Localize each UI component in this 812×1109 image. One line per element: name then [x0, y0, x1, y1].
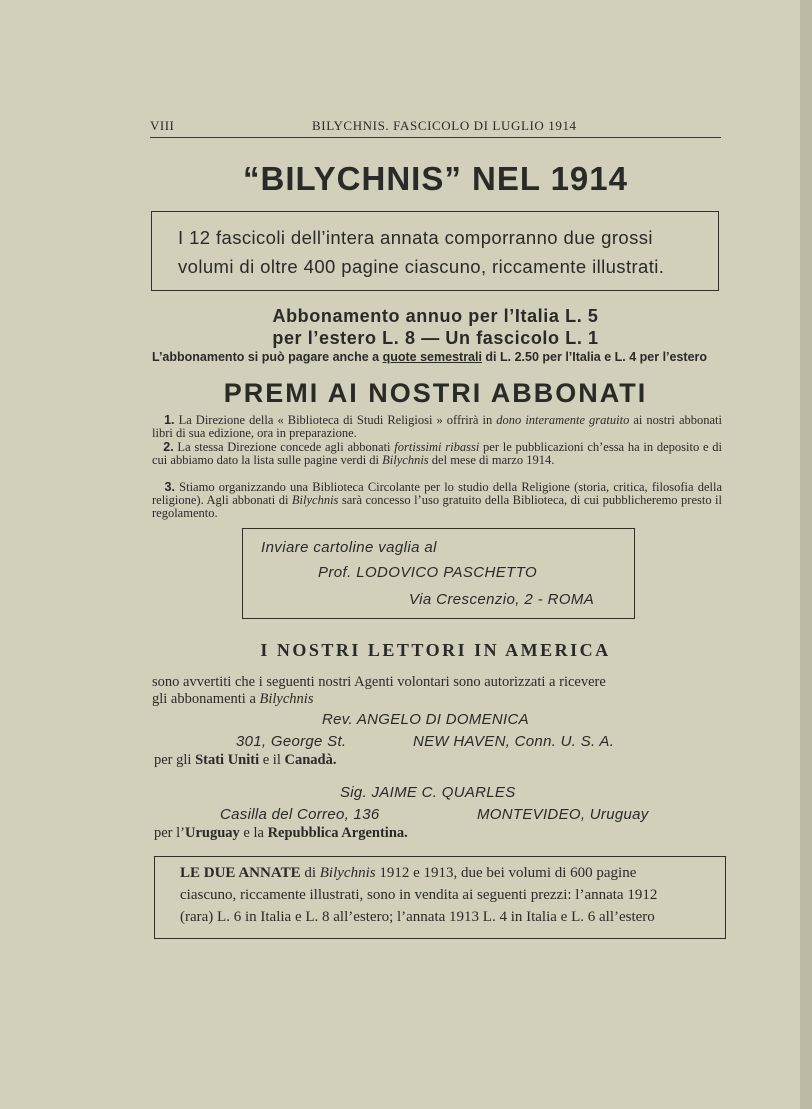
america-title: I NOSTRI LETTORI IN AMERICA — [260, 640, 611, 660]
send-line-1: Inviare cartoline vaglia al — [261, 539, 437, 556]
subscription-line-1: Abbonamento annuo per l’Italia L. 5 — [272, 306, 599, 326]
send-to-box — [242, 528, 635, 619]
past-volumes-line-2: ciascuno, riccamente illustrati, sono in vendita ai seguenti prezzi: l’annata 1912 — [180, 887, 658, 903]
send-line-2: Prof. LODOVICO PASCHETTO — [318, 564, 538, 581]
announcement-box — [151, 211, 719, 291]
agent-1-name: Rev. ANGELO DI DOMENICA — [322, 711, 529, 728]
past-volumes-box — [154, 856, 726, 939]
agent-1-street: 301, George St. — [236, 733, 347, 750]
page-number: VIII — [150, 118, 175, 133]
announcement-line-2: volumi di oltre 400 pagine ciascuno, riccamente illustrati. — [178, 256, 665, 277]
agent-1-city: NEW HAVEN, Conn. U. S. A. — [413, 733, 615, 750]
header-rule — [150, 137, 721, 138]
send-line-3: Via Crescenzio, 2 - ROMA — [409, 591, 595, 608]
prize-item-1: 1. La Direzione della « Biblioteca di Studi Religiosi » offrirà in dono interamente gratuito ai nostri abbonati libri di sua edizione, ora in preparazione. — [152, 413, 722, 440]
past-volumes-line-1: LE DUE ANNATE di Bilychnis 1912 e 1913, due bei volumi di 600 pagine — [180, 865, 637, 881]
prizes-title: PREMI AI NOSTRI ABBONATI — [223, 378, 648, 408]
america-intro-line-1: sono avvertiti che i seguenti nostri Agenti volontari sono autorizzati a ricevere — [152, 674, 606, 690]
subscription-line-3: L’abbonamento si può pagare anche a quote semestrali di L. 2.50 per l’Italia e L. 4 per l’estero — [152, 350, 708, 364]
page-edge — [800, 0, 812, 1109]
america-intro-line-2: gli abbonamenti a Bilychnis — [152, 691, 314, 707]
prize-item-2: 2. La stessa Direzione concede agli abbonati fortissimi ribassi per le pubblicazioni ch’essa ha in deposito e di cui abbiamo dato la lista sulle pagine verdi di Bilychnis del mese di marzo 1914. — [152, 440, 722, 467]
running-title: BILYCHNIS. FASCICOLO DI LUGLIO 1914 — [312, 118, 577, 133]
agent-2-street: Casilla del Correo, 136 — [220, 806, 380, 823]
prize-item-3: 3. Stiamo organizzando una Biblioteca Circolante per lo studio della Religione (storia, critica, filosofia della religione). Agli abbonati di Bilychnis sarà concesso l’uso gratuito della Biblioteca, di cui pubblicheremo presto il regolamento. — [152, 480, 722, 520]
agent-2-name: Sig. JAIME C. QUARLES — [340, 784, 516, 801]
agent-2-city: MONTEVIDEO, Uruguay — [477, 806, 649, 823]
agent-1-countries: per gli Stati Uniti e il Canadà. — [154, 752, 337, 768]
past-volumes-line-3: (rara) L. 6 in Italia e L. 8 all’estero; l’annata 1913 L. 4 in Italia e L. 6 all’estero — [180, 909, 655, 925]
agent-2-countries: per l’Uruguay e la Repubblica Argentina. — [154, 825, 408, 841]
announcement-line-1: I 12 fascicoli dell’intera annata comporranno due grossi — [178, 227, 653, 248]
subscription-line-2: per l’estero L. 8 — Un fascicolo L. 1 — [272, 328, 599, 348]
main-title: “BILYCHNIS” NEL 1914 — [243, 160, 628, 197]
